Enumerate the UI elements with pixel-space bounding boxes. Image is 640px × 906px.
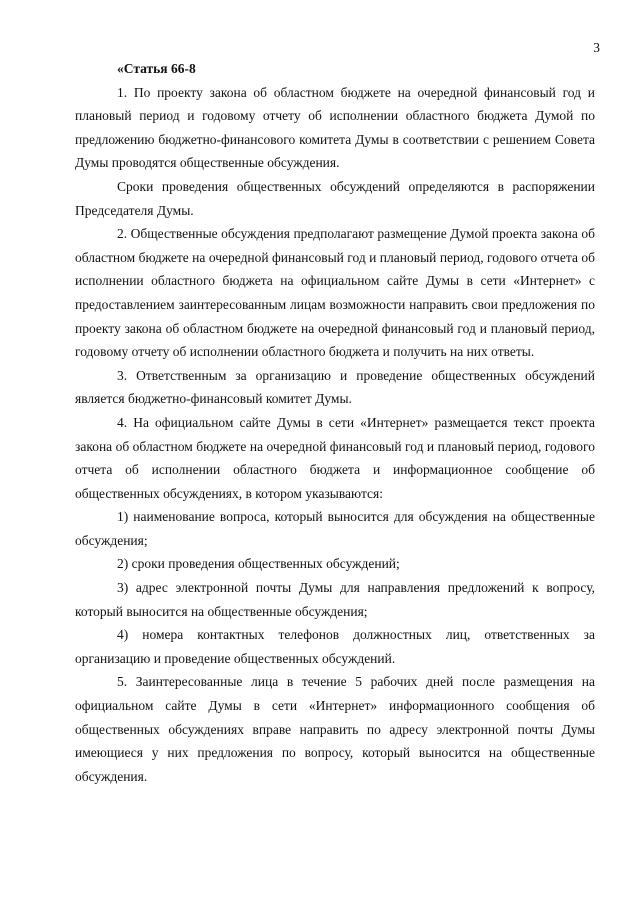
paragraph-2: 2. Общественные обсуждения предполагают размещение Думой проекта закона об областном бюджете на очередной финансовый год и плановый период, годового отчета об исполнении областного бюджета на официальном сайте Думы в сети «Интернет» с предоставлением заинтересованным лицам возможности направить свои предложения по проекту закона об областном бюджете на очередной финансовый год и плановый период, годовому отчету об исполнении областного бюджета и получить на них ответы. — [75, 226, 599, 360]
list-item-1: 1) наименование вопроса, который выносится для обсуждения на общественные обсуждения; — [75, 509, 599, 548]
paragraph-3: 3. Ответственным за организацию и проведение общественных обсуждений является бюджетно-финансовый комитет Думы. — [75, 367, 599, 407]
page-number: 3 — [593, 40, 600, 55]
list-item-4: 4) номера контактных телефонов должностных лиц, ответственных за организацию и проведение общественных обсуждений. — [75, 627, 599, 666]
article-body — [75, 57, 599, 788]
list-item-3: 3) адрес электронной почты Думы для направления предложений к вопросу, который выносится на общественные обсуждения; — [75, 580, 599, 619]
paragraph-5: 5. Заинтересованные лица в течение 5 рабочих дней после размещения на официальном сайте Думы в сети «Интернет» информационного сообщения об общественных обсуждениях вправе направить по адресу электронной почты Думы имеющиеся у них предложения по вопросу, который выносится на общественные обсуждения. — [75, 674, 599, 784]
article-heading: «Статья 66-8 — [117, 61, 196, 76]
paragraph-4: 4. На официальном сайте Думы в сети «Интернет» размещается текст проекта закона об областном бюджете на очередной финансовый год и плановый период, годового отчета об исполнении областного бюджета и информационное сообщение об общественных обсуждениях, в котором указываются: — [75, 414, 599, 501]
paragraph-terms: Сроки проведения общественных обсуждений определяются в распоряжении Председателя Думы. — [75, 178, 599, 218]
paragraph-1: 1. По проекту закона об областном бюджете на очередной финансовый год и плановый период и годовому отчету об исполнении областного бюджета Думой по предложению бюджетно-финансового комитета Думы в соответствии с решением Совета Думы проводятся общественные обсуждения. — [75, 84, 599, 171]
list-item-2: 2) сроки проведения общественных обсуждений; — [117, 556, 400, 572]
